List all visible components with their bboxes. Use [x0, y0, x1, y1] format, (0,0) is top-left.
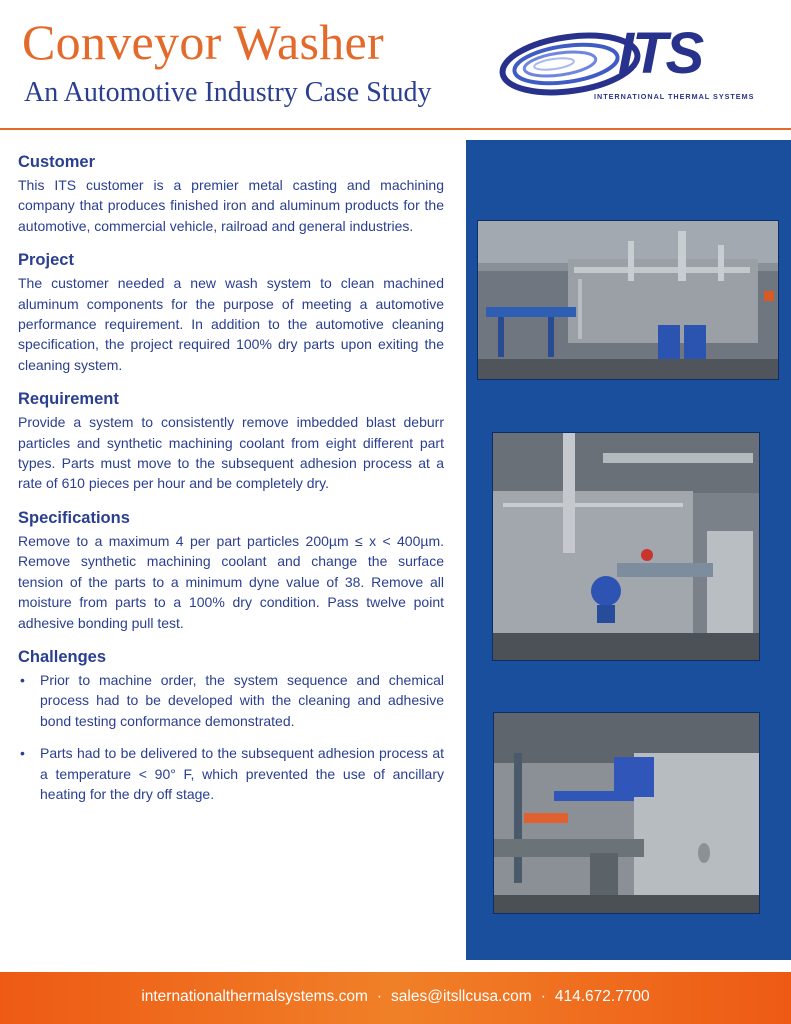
- website-link[interactable]: internationalthermalsystems.com: [141, 988, 368, 1005]
- page-subtitle: An Automotive Industry Case Study: [24, 77, 432, 108]
- project-section: [18, 250, 444, 375]
- list-item: [18, 670, 444, 731]
- project-heading: Project: [18, 251, 74, 270]
- challenges-section: [18, 647, 444, 804]
- challenge-text: Parts had to be delivered to the subsequent adhesion process at a temperature < 90° F, which prevented the use of ancillary heating for the dry off stage.: [40, 745, 444, 802]
- its-logo: [498, 21, 770, 104]
- logo-wordmark: ITS: [618, 21, 703, 86]
- email-link[interactable]: sales@itsllcusa.com: [391, 988, 532, 1005]
- main-content: [18, 152, 444, 818]
- requirement-text: Provide a system to consistently remove imbedded blast deburr particles and synthetic machining coolant from eight different part types. Parts must move to the subsequent adhesion process at a rate of 610 pieces per hour and be completely dry.: [18, 414, 444, 492]
- footer-separator: ·: [376, 988, 383, 1005]
- challenge-text: Prior to machine order, the system sequence and chemical process had to be developed with the cleaning and adhesive bond testing conformance demonstrated.: [40, 671, 444, 729]
- chemical-feed-photo: [493, 712, 760, 914]
- specifications-section: [18, 508, 444, 633]
- challenges-heading: Challenges: [18, 647, 107, 666]
- footer-separator: ·: [540, 988, 546, 1005]
- washer-overview-photo: [477, 220, 779, 380]
- header-divider: [0, 128, 791, 130]
- logo-tagline: INTERNATIONAL THERMAL SYSTEMS: [594, 92, 755, 101]
- customer-heading: Customer: [18, 153, 96, 171]
- page-title: Conveyor Washer: [22, 14, 384, 70]
- pump-station-photo: [492, 432, 760, 661]
- specifications-heading: Specifications: [18, 508, 130, 527]
- footer-bar: [0, 972, 791, 1024]
- challenges-list: [18, 670, 444, 804]
- customer-section: [18, 152, 444, 236]
- requirement-section: [18, 389, 444, 494]
- list-item: [18, 743, 444, 804]
- customer-text: This ITS customer is a premier metal casting and machining company that produces finished iron and aluminum products for the automotive, commercial vehicle, railroad and general industries.: [18, 177, 444, 234]
- footer-contacts: [0, 988, 791, 1006]
- project-text: The customer needed a new wash system to clean machined aluminum components for the purpose of meeting a automotive performance requirement. In addition to the automotive cleaning specification, the project required 100% dry parts upon exiting the cleaning system.: [18, 275, 444, 373]
- phone-link[interactable]: 414.672.7700: [554, 988, 650, 1005]
- specifications-text: Remove to a maximum 4 per part particles 200µm ≤ x < 400µm. Remove synthetic machining coolant and change the surface tension of the parts to a minimum dyne value of 38. Remove all moisture from parts to a 100% dry condition. Pass twelve point adhesive bonding pull test.: [18, 532, 444, 631]
- bullet-icon: •: [20, 745, 25, 762]
- requirement-heading: Requirement: [18, 390, 119, 409]
- bullet-icon: •: [20, 671, 25, 688]
